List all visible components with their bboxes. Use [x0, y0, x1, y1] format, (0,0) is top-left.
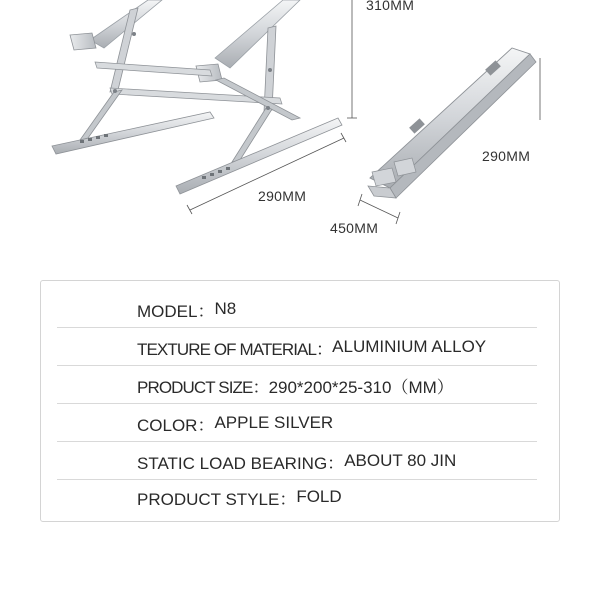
spec-value: FOLD — [296, 487, 342, 506]
spec-value: ALUMINIUM ALLOY — [332, 337, 487, 356]
folded-stand — [368, 48, 536, 198]
spec-value: ABOUT 80 JIN — [344, 451, 457, 470]
spec-row-color — [57, 405, 537, 442]
dimension-length-folded-label: 290MM — [482, 148, 531, 164]
spec-card — [40, 280, 560, 522]
dimension-length-open-label: 290MM — [258, 188, 307, 204]
product-illustration — [0, 0, 600, 250]
spec-row-load — [57, 443, 537, 480]
dimension-height-label: 310MM — [366, 0, 415, 13]
spec-row-size — [57, 367, 537, 404]
spec-label: PRODUCT SIZE： — [137, 377, 269, 397]
spec-label: MODEL： — [137, 301, 215, 321]
spec-value: N8 — [214, 299, 237, 318]
spec-label: PRODUCT STYLE： — [137, 489, 297, 509]
dimension-folded-depth-label: 450MM — [330, 220, 379, 236]
open-stand — [52, 0, 342, 194]
spec-label: TEXTURE OF MATERIAL： — [137, 339, 333, 359]
spec-row-model — [57, 291, 537, 328]
spec-row-style — [57, 479, 537, 515]
spec-value: 290*200*25-310（MM） — [268, 377, 454, 397]
spec-row-material — [57, 329, 537, 366]
spec-value: APPLE SILVER — [214, 413, 334, 432]
spec-label: STATIC LOAD BEARING： — [137, 453, 345, 473]
spec-label: COLOR： — [137, 415, 215, 435]
laptop-stand-drawing — [0, 0, 600, 250]
